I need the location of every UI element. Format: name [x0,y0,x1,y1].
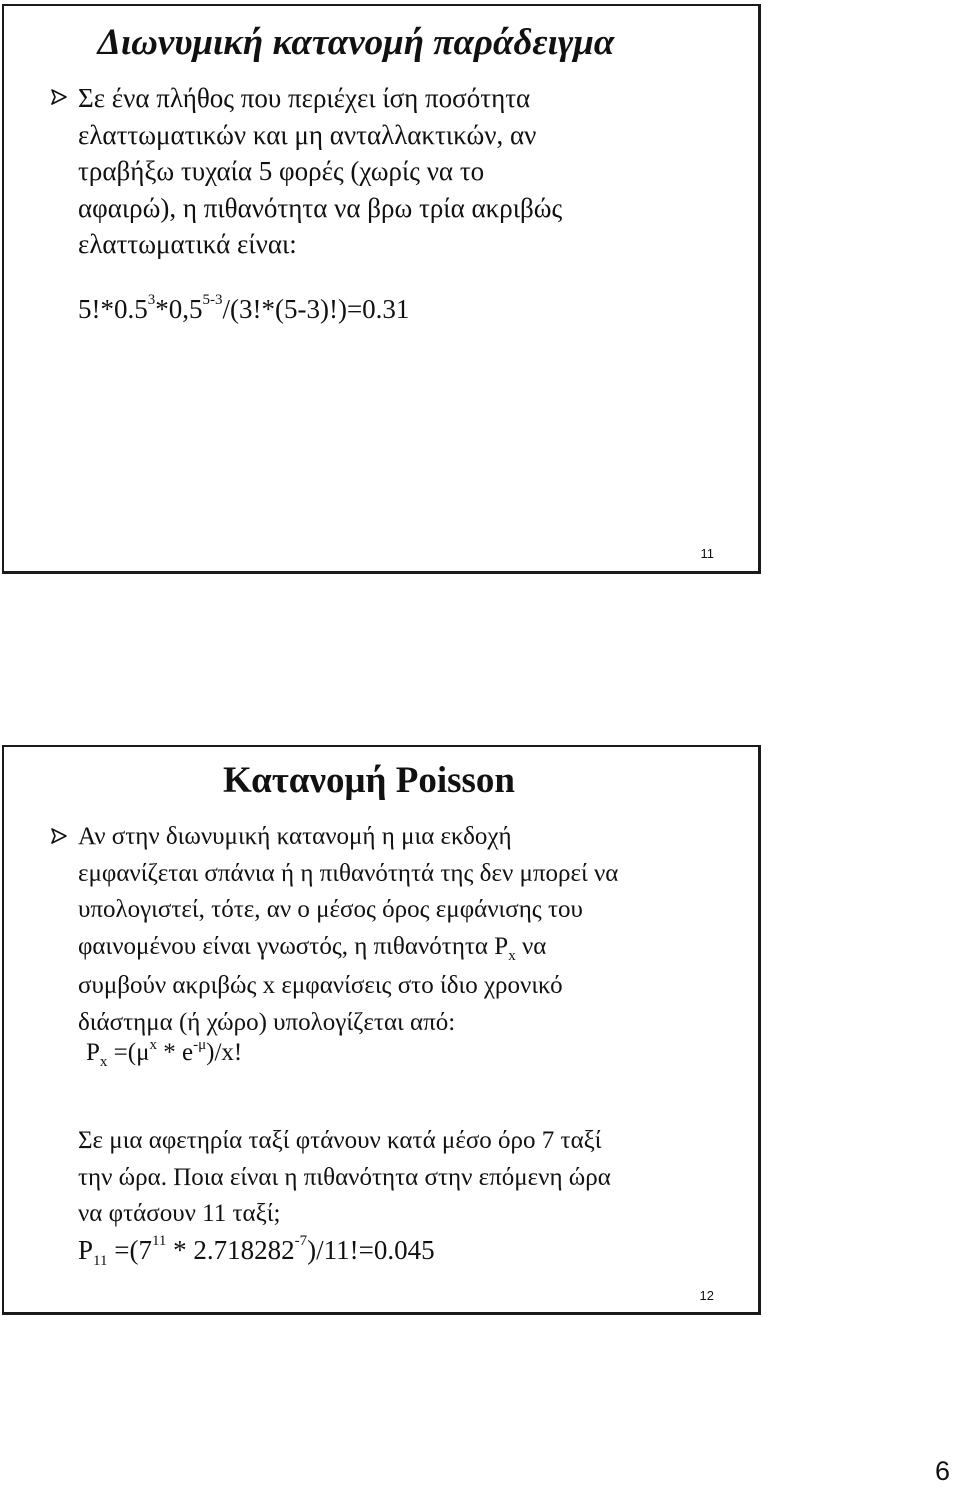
formula-part: )/x! [206,1039,243,1066]
slide-page-number: 11 [700,546,714,561]
formula-exponent: -μ [193,1037,207,1053]
binomial-formula [78,294,409,325]
text-line: να φτάσουν 11 ταξί; [78,1200,281,1227]
formula-part: * e [156,1039,194,1066]
text-line [78,929,618,969]
text-line: τραβήξω τυχαία 5 φορές (χωρίς να το [78,156,485,186]
formula-part: /(3!*(5-3)!)=0.31 [222,294,410,324]
formula-part: )/11!=0.045 [307,1235,435,1265]
answer-formula [78,1233,435,1269]
formula-part: =(μ [107,1039,150,1066]
text-line: ελαττωματικά είναι: [78,229,297,259]
formula-part: 5!*0.5 [78,294,148,324]
formula-exponent: -7 [294,1233,308,1249]
subscript: x [508,947,516,964]
bullet-text [78,80,562,263]
text-line: την ώρα. Ποια είναι η πιθανότητα στην επόμενη ώρα [78,1163,611,1191]
arrow-bullet-icon [50,88,68,106]
text-line: Σε ένα πλήθος που περιέχει ίση ποσότητα [78,83,531,113]
example-text [78,1123,611,1233]
text-line: αφαιρώ), η πιθανότητα να βρω τρία ακριβώς [78,192,563,223]
formula-exponent: 3 [147,292,156,308]
text-line: ελαττωματικών και μη ανταλλακτικών, αν [78,119,537,150]
arrow-bullet-icon [50,827,68,845]
formula-exponent: 11 [151,1233,167,1249]
formula-part: =(7 [107,1235,152,1265]
text-part: να [515,932,547,960]
bullet-text [78,819,618,1041]
text-part: φαινομένου είναι γνωστός, η πιθανότητα P [78,932,509,960]
text-line: Αν στην διωνυμική κατανομή η μια εκδοχή [78,823,512,850]
text-line: συμβούν ακριβώς x εμφανίσεις στο ίδιο χρονικό [78,972,563,999]
document-page-number: 6 [934,1456,950,1486]
formula-exponent: 5-3 [202,292,223,308]
text-line: εμφανίζεται σπάνια ή η πιθανότητά της δεν μπορεί να [78,859,619,887]
formula-part: P [86,1039,100,1066]
poisson-formula [86,1037,243,1070]
formula-part: * 2.718282 [166,1235,295,1265]
formula-part: P [78,1235,94,1265]
slide-11 [2,4,761,574]
formula-part: *0,5 [155,294,203,324]
formula-subscript: x [99,1054,108,1070]
text-line: διάστημα (ή χώρο) υπολογίζεται από: [78,1008,456,1036]
slide-title: Κατανομή Poisson [223,760,515,801]
slide-title: Διωνυμική κατανομή παράδειγμα [97,22,615,63]
slide-12 [2,745,761,1315]
slide-page-number: 12 [699,1288,714,1303]
formula-subscript: 11 [93,1253,108,1269]
text-line: υπολογιστεί, τότε, αν ο μέσος όρος εμφάνισης του [78,896,583,923]
text-line: Σε μια αφετηρία ταξί φτάνουν κατά μέσο όρο 7 ταξί [78,1127,602,1154]
formula-exponent: x [149,1037,157,1053]
